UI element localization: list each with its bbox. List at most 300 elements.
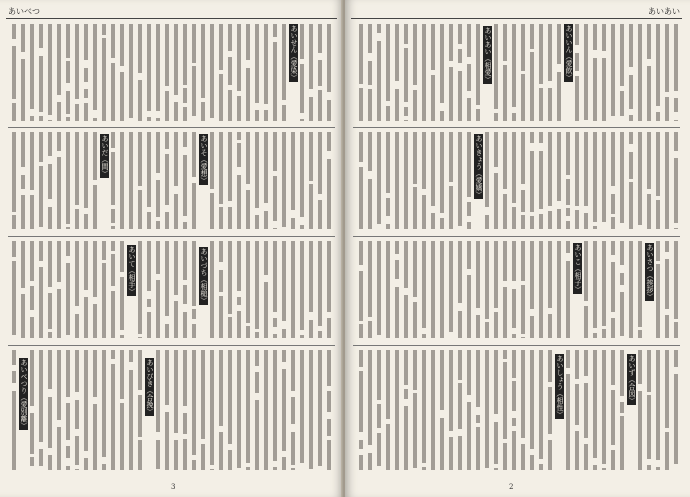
text-line: [413, 302, 417, 338]
text-line: [300, 241, 304, 330]
text-column: [164, 22, 171, 125]
text-column: [664, 130, 671, 233]
text-line: [237, 311, 241, 338]
text-column: [119, 239, 126, 342]
text-line: [359, 24, 363, 84]
text-line: [485, 132, 489, 207]
text-column: [299, 22, 306, 125]
text-column: [574, 22, 581, 125]
text-column: [556, 239, 563, 342]
right-tier-divider: [353, 345, 680, 346]
text-line: [93, 404, 97, 470]
text-column: [376, 239, 383, 342]
text-line: [674, 374, 678, 464]
text-line: [539, 464, 543, 470]
text-line: [111, 254, 115, 286]
text-line: [282, 24, 286, 100]
text-line: [30, 195, 34, 229]
text-column: [47, 130, 54, 233]
text-column: [128, 130, 135, 233]
text-column: [191, 239, 198, 342]
text-line: [237, 24, 241, 91]
text-column: [236, 22, 243, 125]
text-line: [656, 200, 660, 229]
text-line: [638, 391, 642, 470]
text-line: [57, 102, 61, 121]
text-line: [192, 460, 196, 470]
text-line: [449, 350, 453, 431]
text-line: [539, 151, 543, 209]
text-column: [200, 348, 207, 474]
text-line: [66, 24, 70, 58]
text-line: [440, 418, 444, 470]
text-column: [619, 348, 626, 474]
text-line: [318, 60, 322, 86]
text-line: [210, 193, 214, 229]
text-line: [521, 285, 525, 334]
text-column: [281, 130, 288, 233]
text-line: [183, 24, 187, 85]
text-column: [218, 348, 225, 474]
text-column: [128, 348, 135, 474]
text-line: [264, 24, 268, 104]
text-column: [637, 130, 644, 233]
text-line: [129, 350, 133, 362]
text-line: [512, 418, 516, 426]
text-line: [282, 350, 286, 362]
text-line: [147, 117, 151, 121]
text-column: [281, 348, 288, 474]
text-column: [56, 348, 63, 474]
text-line: [566, 208, 570, 216]
text-column: [511, 22, 518, 125]
text-line: [30, 317, 34, 338]
text-line: [521, 190, 525, 212]
text-line: [165, 412, 169, 470]
text-line: [629, 241, 633, 338]
text-line: [210, 24, 214, 118]
text-column: [182, 22, 189, 125]
text-column: [403, 130, 410, 233]
text-line: [12, 391, 16, 470]
text-line: [440, 350, 444, 410]
text-column: [209, 348, 216, 474]
text-line: [228, 450, 232, 470]
header-rule-right: [351, 18, 682, 19]
text-line: [566, 221, 570, 229]
text-column: [236, 348, 243, 474]
text-line: [237, 241, 241, 291]
text-line: [147, 299, 151, 307]
text-line: [327, 419, 331, 436]
text-line: [237, 350, 241, 468]
text-column: [191, 130, 198, 233]
text-column: [628, 239, 635, 342]
text-line: [674, 120, 678, 121]
text-column: [290, 239, 297, 342]
text-line: [21, 24, 25, 52]
text-column: [358, 22, 365, 125]
text-line: [503, 241, 507, 281]
text-line: [368, 24, 372, 53]
entry-headword: あいきょう（愛嬌）: [475, 135, 483, 198]
text-line: [431, 24, 435, 70]
text-line: [467, 98, 471, 121]
text-line: [156, 132, 160, 173]
text-line: [467, 222, 471, 229]
text-column: [412, 348, 419, 474]
text-line: [138, 350, 142, 390]
text-line: [458, 350, 462, 380]
text-column: [326, 22, 333, 125]
text-column: [11, 348, 18, 474]
left-tier-2: [0, 130, 343, 233]
text-columns: [10, 239, 333, 342]
text-line: [318, 24, 322, 53]
text-line: [174, 241, 178, 295]
text-column: [565, 348, 572, 474]
text-column: [439, 239, 446, 342]
text-line: [48, 455, 52, 470]
text-line: [647, 350, 651, 392]
text-line: [548, 211, 552, 229]
text-line: [264, 241, 268, 275]
text-column: [317, 348, 324, 474]
text-line: [75, 132, 79, 205]
text-column: [155, 22, 162, 125]
text-line: [21, 175, 25, 189]
text-line: [404, 132, 408, 229]
text-column: [583, 239, 590, 342]
text-column: [610, 348, 617, 474]
text-column: [218, 239, 225, 342]
text-line: [102, 241, 106, 260]
text-column: [227, 348, 234, 474]
text-line: [521, 215, 525, 229]
text-line: [300, 335, 304, 338]
text-column: [367, 239, 374, 342]
text-column: [502, 22, 509, 125]
text-line: [147, 312, 151, 338]
text-column: [466, 348, 473, 474]
text-column: [376, 22, 383, 125]
text-column: [601, 348, 608, 474]
text-line: [674, 322, 678, 338]
text-column: [475, 130, 482, 233]
text-line: [273, 318, 277, 327]
text-column: [245, 22, 252, 125]
text-line: [327, 318, 331, 338]
text-line: [404, 107, 408, 116]
entry-headword: あいいん（愛飲）: [565, 25, 573, 81]
text-line: [219, 432, 223, 470]
text-column: [308, 239, 315, 342]
text-line: [84, 24, 88, 60]
text-line: [192, 241, 196, 306]
text-line: [57, 241, 61, 282]
text-column: [628, 22, 635, 125]
text-column: [146, 130, 153, 233]
text-column: [110, 348, 117, 474]
text-column: [619, 130, 626, 233]
text-column: [92, 239, 99, 342]
text-line: [566, 179, 570, 205]
text-line: [413, 24, 417, 85]
text-line: [557, 241, 561, 338]
text-column: [74, 239, 81, 342]
text-line: [593, 465, 597, 470]
text-line: [386, 198, 390, 216]
text-column: [673, 239, 680, 342]
entry-headword: あいて（相手）: [128, 246, 136, 295]
text-column: [92, 348, 99, 474]
text-column: [317, 22, 324, 125]
text-line: [84, 68, 88, 82]
text-line: [273, 350, 277, 461]
text-column: [466, 22, 473, 125]
entry-headword: あいだ（間）: [101, 135, 109, 177]
text-line: [57, 350, 61, 420]
text-column: [583, 130, 590, 233]
text-column: [511, 130, 518, 233]
text-line: [431, 350, 435, 470]
entry-headword: あいさつ（挨拶）: [646, 244, 654, 300]
text-column: [137, 130, 144, 233]
text-column: [200, 22, 207, 125]
entry-headword: あいせん（愛染）: [290, 25, 298, 81]
text-line: [530, 132, 534, 143]
text-line: [440, 111, 444, 121]
text-line: [300, 24, 304, 59]
text-column: [385, 348, 392, 474]
text-column: [65, 239, 72, 342]
running-head-right: あいあい: [648, 7, 680, 16]
text-line: [674, 24, 678, 91]
text-column: [155, 239, 162, 342]
text-column: [38, 22, 45, 125]
text-column: [601, 239, 608, 342]
text-line: [584, 241, 588, 301]
text-column: [128, 22, 135, 125]
text-column: [191, 348, 198, 474]
text-column: [137, 348, 144, 474]
text-line: [530, 24, 534, 49]
text-line: [84, 103, 88, 121]
text-line: [219, 24, 223, 70]
text-line: [440, 241, 444, 338]
text-column: [448, 22, 455, 125]
text-line: [503, 362, 507, 439]
text-line: [539, 132, 543, 143]
text-line: [30, 241, 34, 281]
text-column: [430, 130, 437, 233]
text-line: [147, 132, 151, 207]
text-line: [575, 53, 579, 71]
text-column: [290, 130, 297, 233]
text-line: [368, 241, 372, 317]
text-column: [110, 22, 117, 125]
text-line: [593, 58, 597, 121]
text-line: [309, 241, 313, 312]
text-column: [637, 239, 644, 342]
text-line: [458, 24, 462, 44]
text-line: [359, 132, 363, 162]
text-line: [246, 467, 250, 470]
text-line: [404, 120, 408, 121]
text-column: [538, 22, 545, 125]
text-column: [583, 22, 590, 125]
entry-headword: あいべつり（愛別離）: [20, 359, 28, 429]
text-line: [584, 24, 588, 120]
text-line: [602, 241, 606, 326]
text-line: [327, 440, 331, 470]
text-line: [620, 292, 624, 336]
text-line: [291, 132, 295, 210]
text-column: [200, 130, 207, 233]
text-line: [368, 89, 372, 121]
text-line: [503, 65, 507, 121]
text-line: [138, 395, 142, 437]
text-line: [30, 350, 34, 406]
text-line: [75, 209, 79, 229]
text-line: [431, 241, 435, 338]
text-line: [327, 241, 331, 312]
text-line: [476, 350, 480, 407]
text-column: [439, 22, 446, 125]
text-line: [75, 436, 79, 465]
text-line: [75, 350, 79, 392]
text-column: [308, 130, 315, 233]
text-column: [308, 348, 315, 474]
text-line: [377, 433, 381, 466]
text-line: [75, 400, 79, 429]
text-column: [83, 130, 90, 233]
text-column: [430, 348, 437, 474]
text-line: [413, 187, 417, 229]
text-line: [318, 241, 322, 326]
text-column: [610, 239, 617, 342]
text-column: [628, 130, 635, 233]
text-line: [255, 350, 259, 366]
text-line: [359, 241, 363, 265]
text-column: [466, 239, 473, 342]
text-line: [476, 241, 480, 308]
text-line: [647, 465, 651, 470]
text-line: [602, 468, 606, 470]
text-line: [548, 88, 552, 121]
text-column: [601, 130, 608, 233]
text-column: [421, 22, 428, 125]
text-column: [457, 239, 464, 342]
text-column: [511, 348, 518, 474]
text-line: [530, 216, 534, 229]
text-line: [30, 132, 34, 190]
text-line: [620, 132, 624, 223]
text-column: [529, 130, 536, 233]
text-column: [529, 22, 536, 125]
text-line: [476, 415, 480, 423]
text-line: [48, 164, 52, 199]
text-line: [602, 24, 606, 51]
text-line: [539, 24, 543, 84]
text-line: [102, 464, 106, 470]
text-line: [264, 211, 268, 229]
text-column: [119, 348, 126, 474]
text-line: [228, 90, 232, 121]
text-line: [192, 324, 196, 338]
text-line: [467, 350, 471, 395]
text-line: [183, 439, 187, 470]
text-line: [165, 212, 169, 229]
text-line: [665, 259, 669, 309]
text-column: [529, 239, 536, 342]
text-line: [674, 158, 678, 223]
text-line: [237, 132, 241, 140]
entry-headword: あいびき（合挽）: [146, 359, 154, 415]
text-line: [548, 440, 552, 470]
text-line: [584, 306, 588, 338]
text-line: [282, 105, 286, 121]
entry-headword: あいこ（相子）: [574, 244, 582, 293]
left-tier-divider: [8, 345, 335, 346]
text-column: [493, 348, 500, 474]
text-column: [412, 239, 419, 342]
text-line: [201, 102, 205, 121]
text-column: [254, 239, 261, 342]
text-column: [565, 22, 572, 125]
text-line: [512, 132, 516, 203]
text-line: [210, 469, 214, 470]
text-column: [92, 130, 99, 233]
text-line: [674, 350, 678, 367]
text-column: [538, 239, 545, 342]
text-column: [610, 22, 617, 125]
text-line: [494, 468, 498, 470]
text-line: [66, 466, 70, 470]
text-line: [458, 436, 462, 470]
text-line: [647, 132, 651, 189]
text-line: [476, 315, 480, 338]
text-column: [403, 239, 410, 342]
text-column: [637, 22, 644, 125]
text-line: [422, 195, 426, 229]
text-line: [129, 132, 133, 229]
text-line: [255, 132, 259, 208]
text-line: [273, 467, 277, 470]
text-line: [368, 321, 372, 338]
text-line: [129, 370, 133, 470]
text-line: [192, 66, 196, 116]
text-line: [674, 228, 678, 229]
text-column: [110, 130, 117, 233]
text-line: [228, 241, 232, 314]
text-line: [309, 184, 313, 229]
text-line: [476, 109, 480, 121]
text-column: [209, 22, 216, 125]
text-line: [647, 24, 651, 59]
text-line: [102, 38, 106, 121]
text-line: [467, 64, 471, 91]
text-line: [674, 132, 678, 151]
text-line: [327, 391, 331, 412]
text-column: [421, 348, 428, 474]
text-line: [476, 24, 480, 105]
text-line: [93, 241, 97, 297]
text-line: [422, 350, 426, 463]
text-line: [273, 42, 277, 121]
text-line: [156, 180, 160, 217]
text-line: [530, 316, 534, 338]
